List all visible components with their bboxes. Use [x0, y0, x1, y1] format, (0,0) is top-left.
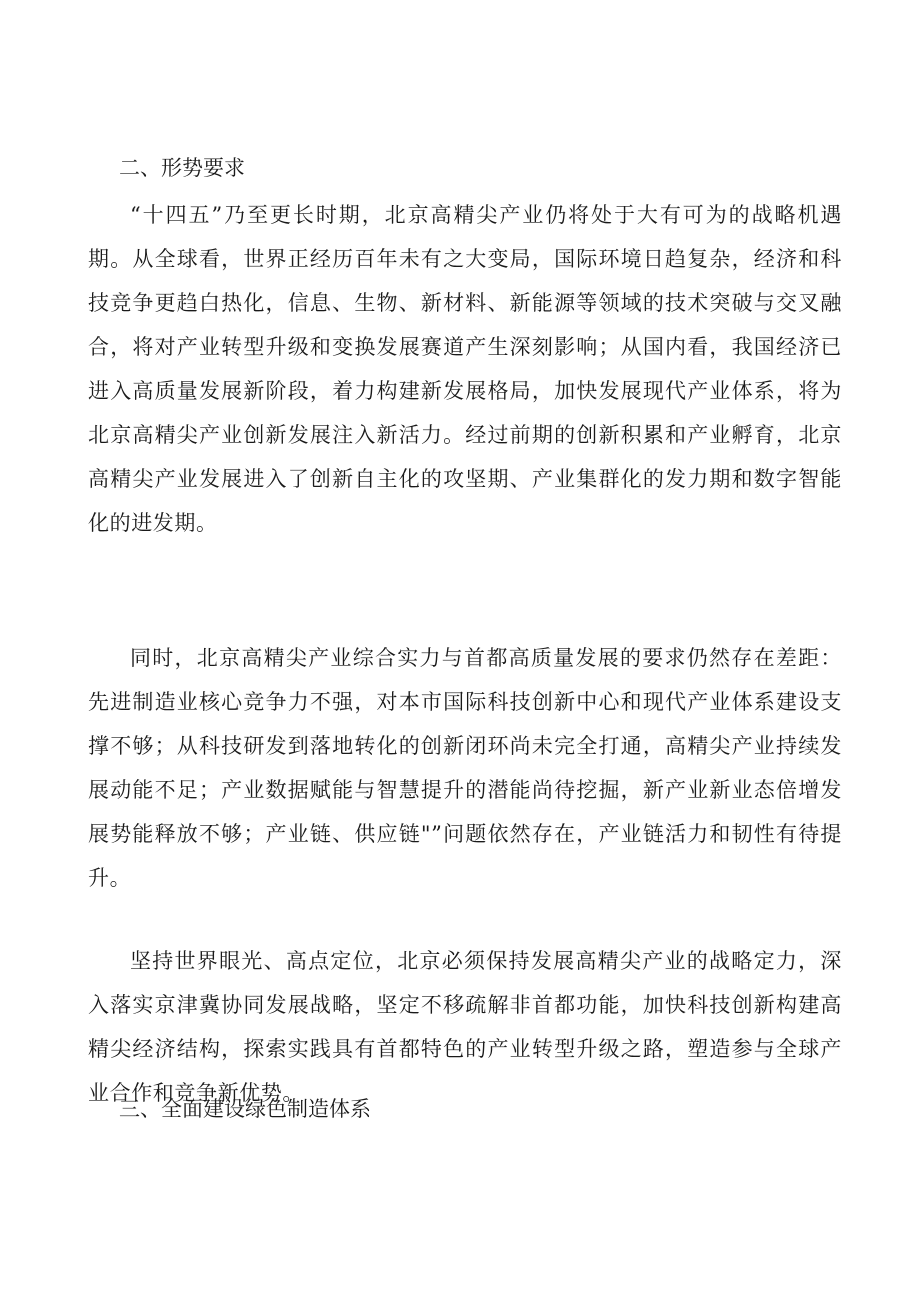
- paragraph-opportunity: “十四五”乃至更长时期，北京高精尖产业仍将处于大有可为的战略机遇期。从全球看，世界正经历百年未有之大变局，国际环境日趋复杂，经济和科技竞争更趋白热化，信息、生物、新材料、新能源等领域的技术突破与交叉融合，将对产业转型升级和变换发展赛道产生深刻影响；从国内看，我国经济已进入高质量发展新阶段，着力构建新发展格局，加快发展现代产业体系，将为北京高精尖产业创新发展注入新活力。经过前期的创新积累和产业孵育，北京高精尖产业发展进入了创新自主化的攻坚期、产业集群化的发力期和数字智能化的进发期。: [88, 203, 842, 535]
- paragraph-strategy: 坚持世界眼光、高点定位，北京必须保持发展高精尖产业的战略定力，深入落实京津冀协同发展战略，坚定不移疏解非首都功能，加快科技创新构建高精尖经济结构，探索实践具有首都特色的产业转型升级之路，塑造参与全球产业合作和竞争新优势。: [88, 949, 842, 1105]
- paragraph-gaps: 同时，北京高精尖产业综合实力与首都高质量发展的要求仍然存在差距：先进制造业核心竞争力不强，对本市国际科技创新中心和现代产业体系建设支撑不够；从科技研发到落地转化的创新闭环尚未完全打通，高精尖产业持续发展动能不足；产业数据赋能与智慧提升的潜能尚待挖掘，新产业新业态倍增发展势能释放不够；产业链、供应链"”问题依然存在，产业链活力和韧性有待提升。: [88, 646, 842, 890]
- section-heading-situation: 二、形势要求: [119, 156, 245, 180]
- section-heading-green-manufacturing: 三、全面建设绿色制造体系: [119, 1097, 371, 1121]
